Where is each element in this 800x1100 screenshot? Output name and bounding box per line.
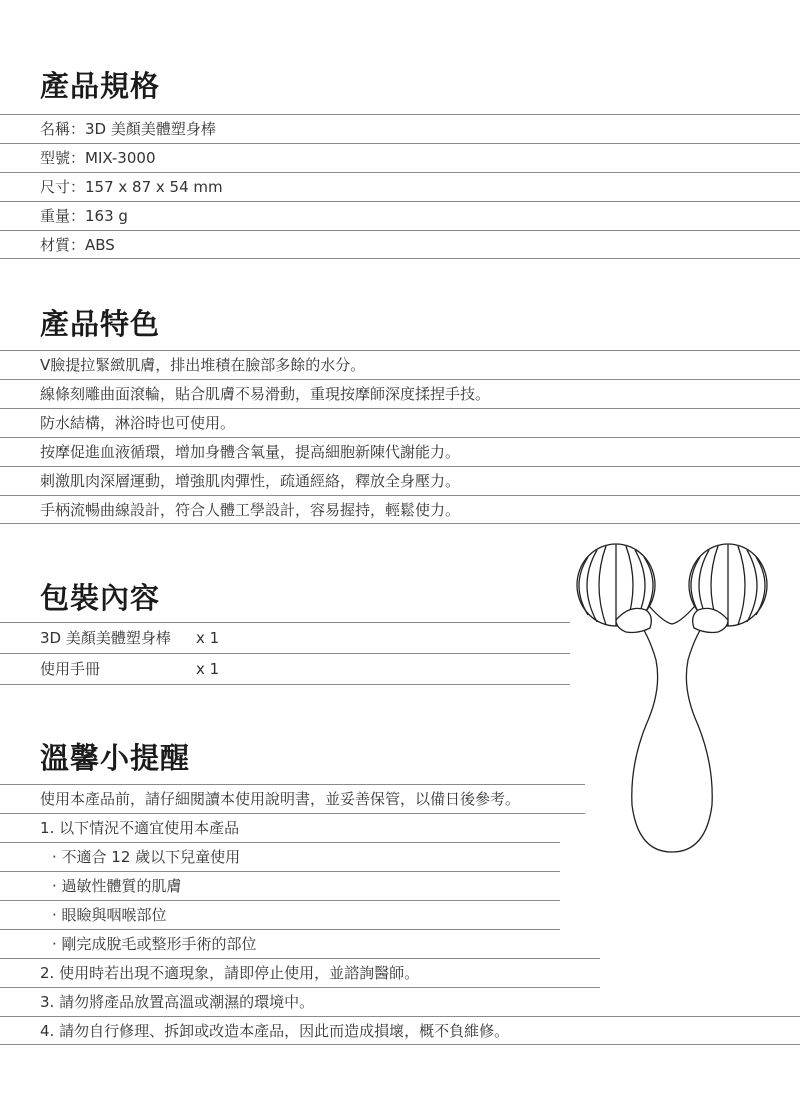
spec-row-material: 材質：ABS xyxy=(0,230,800,259)
package-item-qty: x 1 xyxy=(196,660,220,678)
tips-subitem: · 不適合 12 歲以下兒童使用 xyxy=(0,842,560,871)
package-table xyxy=(0,622,570,685)
feature-row: 按摩促進血液循環，增加身體含氧量，提高細胞新陳代謝能力。 xyxy=(0,437,800,466)
package-item-name: 使用手冊 xyxy=(40,660,101,678)
tips-subitem: · 眼瞼與咽喉部位 xyxy=(0,900,560,929)
tips-row-item-2: 2. 使用時若出現不適現象，請即停止使用，並諮詢醫師。 xyxy=(0,958,600,987)
features-title: 產品特色 xyxy=(40,307,161,341)
tips-title: 溫馨小提醒 xyxy=(40,741,191,775)
tips-subitem: · 剛完成脫毛或整形手術的部位 xyxy=(0,929,560,958)
feature-row: V臉提拉緊緻肌膚，排出堆積在臉部多餘的水分。 xyxy=(0,350,800,379)
package-item xyxy=(0,622,570,653)
spec-row-weight: 重量：163 g xyxy=(0,201,800,230)
spec-row-model: 型號：MIX-3000 xyxy=(0,143,800,172)
feature-row: 線條刻雕曲面滾輪，貼合肌膚不易滑動，重現按摩師深度揉捏手技。 xyxy=(0,379,800,408)
tips-subitem: · 過敏性體質的肌膚 xyxy=(0,871,560,900)
package-item-qty: x 1 xyxy=(196,629,220,647)
package-title: 包裝內容 xyxy=(40,581,161,615)
tips-row-item-1: 1. 以下情況不適宜使用本產品 xyxy=(0,813,585,842)
feature-row: 刺激肌肉深層運動，增強肌肉彈性，疏通經絡，釋放全身壓力。 xyxy=(0,466,800,495)
features-table xyxy=(0,350,800,524)
tips-row-item-3: 3. 請勿將產品放置高溫或潮濕的環境中。 xyxy=(0,987,600,1016)
face-roller-illustration xyxy=(572,540,772,864)
package-item xyxy=(0,653,570,685)
spec-row-name: 名稱：3D 美顏美體塑身棒 xyxy=(0,114,800,143)
spec-row-size: 尺寸：157 x 87 x 54 mm xyxy=(0,172,800,201)
feature-row: 手柄流暢曲線設計，符合人體工學設計，容易握持，輕鬆使力。 xyxy=(0,495,800,524)
tips-row-intro: 使用本產品前，請仔細閱讀本使用說明書，並妥善保管，以備日後參考。 xyxy=(0,784,585,813)
specs-title: 產品規格 xyxy=(40,69,161,103)
tips-row-item-4: 4. 請勿自行修理、拆卸或改造本產品，因此而造成損壞，概不負維修。 xyxy=(0,1016,800,1045)
feature-row: 防水結構，淋浴時也可使用。 xyxy=(0,408,800,437)
package-item-name: 3D 美顏美體塑身棒 xyxy=(40,629,171,647)
specs-table xyxy=(0,114,800,259)
